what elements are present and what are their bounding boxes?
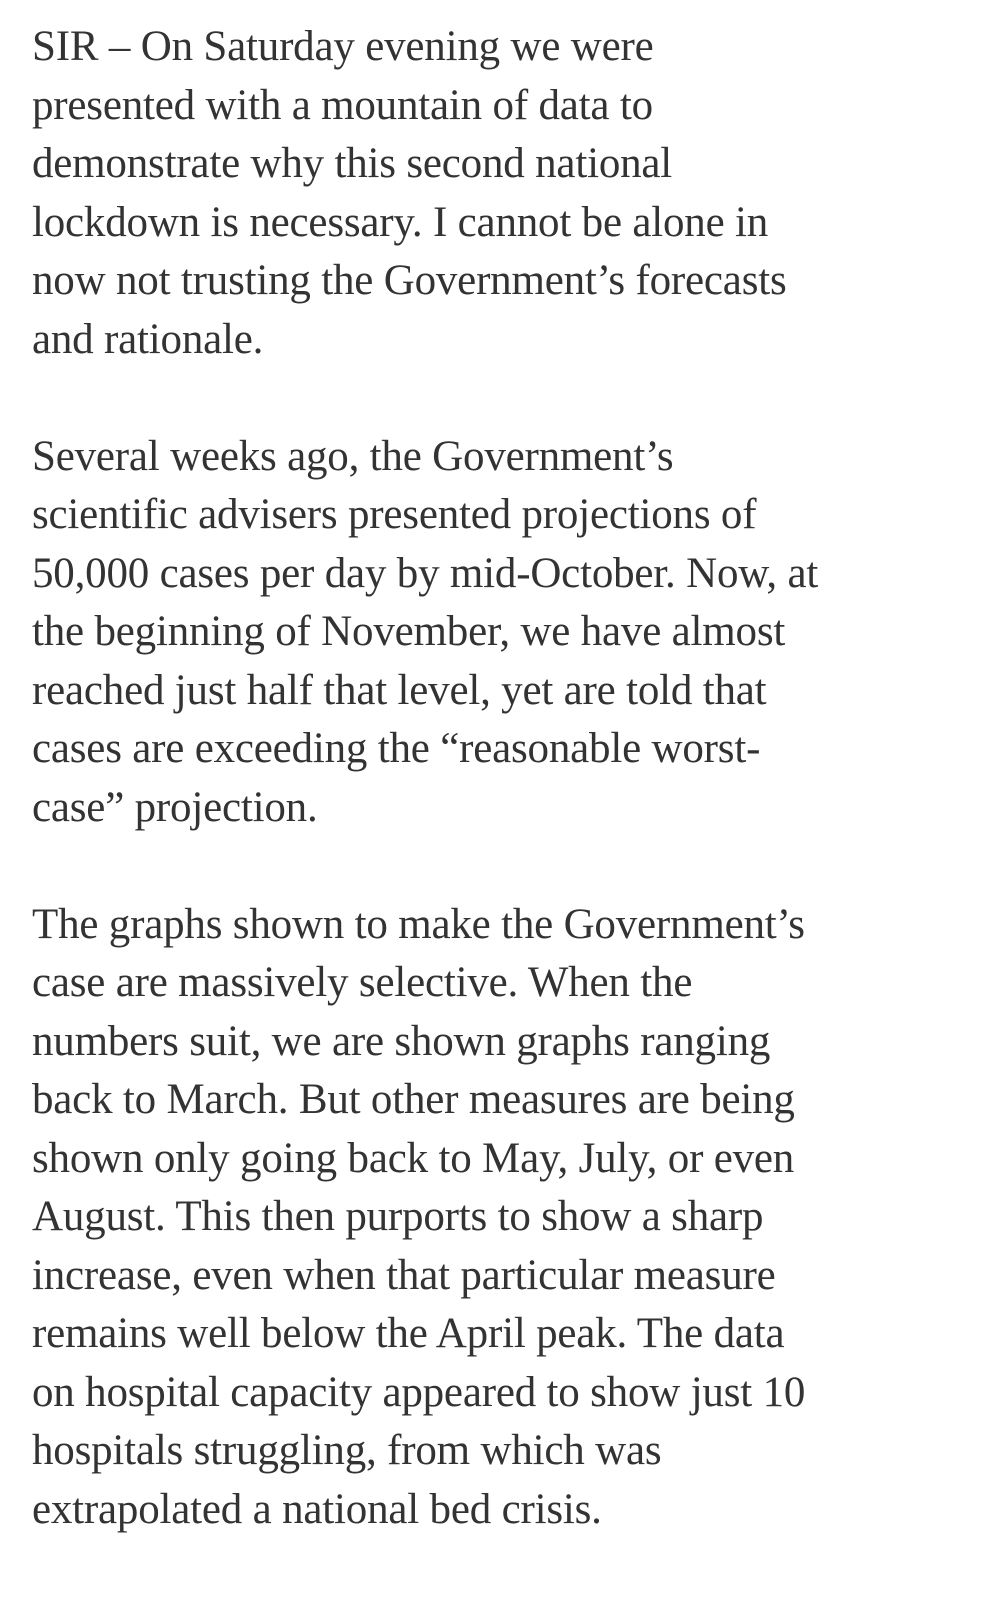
text-line: the beginning of November, we have almost (32, 608, 786, 655)
text-line: August. This then purports to show a sharp (32, 1193, 764, 1240)
paragraph-2 (32, 428, 992, 838)
text-line: shown only going back to May, July, or even (32, 1134, 795, 1182)
text-line: and rationale. (32, 315, 264, 363)
text-line: now not trusting the Government’s forecasts (32, 257, 787, 304)
text-line: increase, even when that particular measure (32, 1251, 776, 1299)
text-line: SIR – On Saturday evening we were (32, 23, 654, 70)
letter-body (32, 18, 992, 1598)
text-line: scientific advisers presented projections of (32, 491, 757, 538)
text-line: case are massively selective. When the (32, 959, 693, 1006)
paragraph-3 (32, 896, 992, 1540)
text-line: hospitals struggling, from which was (32, 1427, 662, 1474)
text-line: 50,000 cases per day by mid-October. Now, at (32, 549, 819, 597)
paragraph-1 (32, 18, 992, 369)
text-line: case” projection. (32, 783, 318, 831)
text-line: lockdown is necessary. I cannot be alone in (32, 198, 769, 246)
text-line: cases are exceeding the “reasonable worst- (32, 725, 761, 772)
text-line: Several weeks ago, the Government’s (32, 432, 674, 480)
text-line: demonstrate why this second national (32, 140, 673, 187)
text-line: reached just half that level, yet are told that (32, 666, 767, 714)
text-line: on hospital capacity appeared to show just 10 (32, 1368, 806, 1416)
text-line: The graphs shown to make the Government’s (32, 900, 805, 948)
text-line: numbers suit, we are shown graphs ranging (32, 1017, 771, 1065)
text-line: remains well below the April peak. The data (32, 1310, 785, 1357)
text-line: back to March. But other measures are being (32, 1076, 795, 1123)
text-line: presented with a mountain of data to (32, 81, 653, 129)
text-line: extrapolated a national bed crisis. (32, 1485, 602, 1533)
